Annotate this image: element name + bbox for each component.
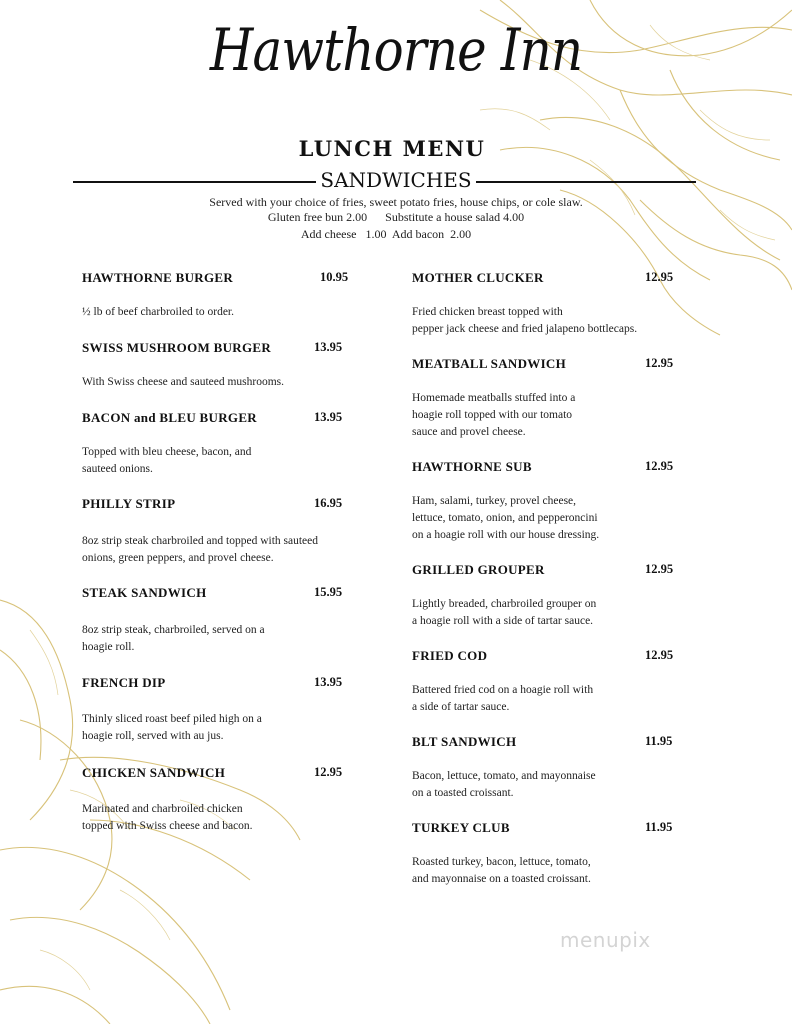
menu-item-name: BACON and BLEU BURGER: [82, 410, 257, 425]
menu-item-description: 8oz strip steak charbroiled and topped with sauteed onions, green peppers, and provel cheese.: [82, 535, 318, 564]
menu-item-description: 8oz strip steak, charbroiled, served on a hoagie roll.: [82, 624, 265, 653]
menu-item-name: MOTHER CLUCKER: [412, 270, 544, 285]
menu-item-price: 12.95: [314, 765, 343, 779]
restaurant-title: Hawthorne Inn: [209, 16, 583, 84]
menu-item-price: 12.95: [645, 356, 674, 370]
menu-item-description: Ham, salami, turkey, provel cheese, lettuce, tomato, onion, and pepperoncini on a hoagie roll with our house dressing.: [412, 495, 600, 541]
menu-item-description: Battered fried cod on a hoagie roll with a side of tartar sauce.: [412, 684, 594, 713]
menu-subtitle: LUNCH MENU: [298, 136, 486, 161]
menu-item-price: 12.95: [645, 648, 674, 662]
menupix-watermark: menupix: [560, 928, 651, 952]
menu-item-name: PHILLY STRIP: [82, 496, 176, 511]
menu-item-description: Marinated and charbroiled chicken topped with Swiss cheese and bacon.: [82, 803, 253, 832]
menu-item-price: 13.95: [314, 675, 343, 689]
menu-item-description: Fried chicken breast topped with pepper jack cheese and fried jalapeno bottlecaps.: [412, 306, 638, 335]
menu-item-description: ½ lb of beef charbroiled to order.: [82, 306, 234, 318]
menu-item-name: FRIED COD: [412, 648, 488, 663]
menu-item-description: Topped with bleu cheese, bacon, and sauteed onions.: [82, 446, 252, 475]
menu-item-description: Roasted turkey, bacon, lettuce, tomato, and mayonnaise on a toasted croissant.: [412, 856, 591, 885]
menu-item-price: 10.95: [320, 270, 349, 284]
menu-item-name: CHICKEN SANDWICH: [82, 765, 226, 780]
section-note-line-3: Add cheese 1.00 Add bacon 2.00: [300, 227, 472, 241]
menu-item-price: 16.95: [314, 496, 343, 510]
menu-item-description: Thinly sliced roast beef piled high on a hoagie roll, served with au jus.: [82, 713, 262, 742]
menu-item-price: 12.95: [645, 270, 674, 284]
menu-item-name: HAWTHORNE BURGER: [82, 270, 234, 285]
section-note-line-2: Gluten free bun 2.00 Substitute a house salad 4.00: [267, 210, 525, 224]
menu-item-description: With Swiss cheese and sauteed mushrooms.: [82, 376, 285, 388]
menu-item-description: Lightly breaded, charbroiled grouper on a hoagie roll with a side of tartar sauce.: [412, 598, 597, 627]
menu-item-price: 12.95: [645, 562, 674, 576]
menu-item-name: STEAK SANDWICH: [82, 585, 207, 600]
menu-item-description: Bacon, lettuce, tomato, and mayonnaise on a toasted croissant.: [412, 770, 596, 799]
menu-item-description: Homemade meatballs stuffed into a hoagie roll topped with our tomato sauce and provel cheese.: [412, 392, 576, 438]
menu-item-price: 13.95: [314, 340, 343, 354]
menu-item-price: 12.95: [645, 459, 674, 473]
menu-item-price: 11.95: [645, 820, 673, 834]
menu-item-name: FRENCH DIP: [82, 675, 166, 690]
menu-item-name: BLT SANDWICH: [412, 734, 517, 749]
menu-item-name: HAWTHORNE SUB: [412, 459, 532, 474]
menu-item-name: TURKEY CLUB: [412, 820, 510, 835]
menu-item-price: 11.95: [645, 734, 673, 748]
section-title: [0, 168, 792, 192]
menu-item-price: 13.95: [314, 410, 343, 424]
menu-item-name: GRILLED GROUPER: [412, 562, 545, 577]
menu-item-name: SWISS MUSHROOM BURGER: [82, 340, 272, 355]
section-title-text: SANDWICHES: [316, 168, 475, 192]
menu-item-price: 15.95: [314, 585, 343, 599]
section-note-line-1: Served with your choice of fries, sweet potato fries, house chips, or cole slaw.: [209, 195, 583, 209]
menu-item-name: MEATBALL SANDWICH: [412, 356, 567, 371]
